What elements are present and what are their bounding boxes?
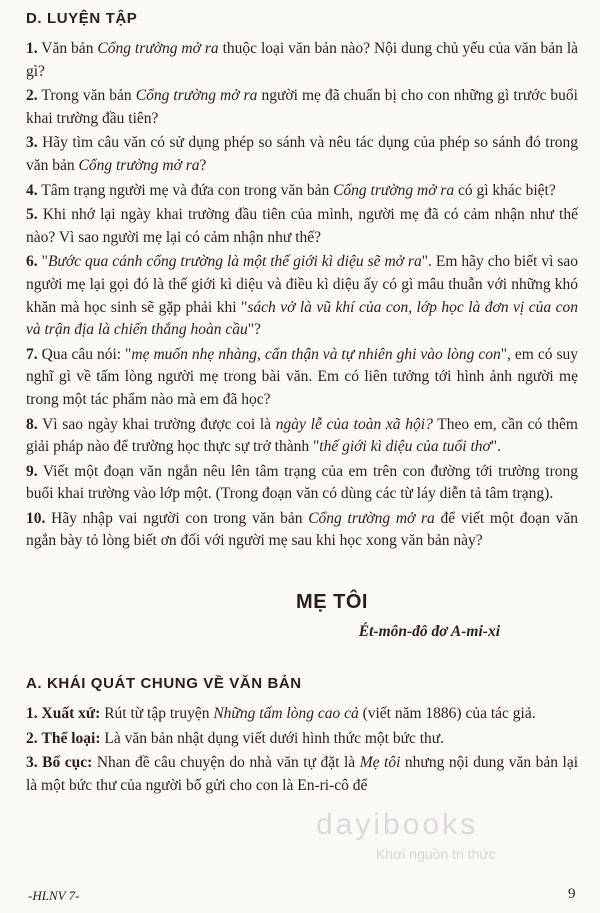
exercise-item-text: ngày lễ của toàn xã hội? — [275, 415, 433, 433]
exercise-item — [26, 508, 578, 553]
book-code: -HLNV 7- — [28, 888, 80, 903]
overview-item-number: 1. — [26, 705, 38, 723]
exercise-item-number: 3. — [26, 134, 38, 152]
exercise-item — [26, 461, 578, 506]
exercise-item-number: 2. — [26, 87, 38, 105]
exercise-item — [26, 344, 578, 412]
exercise-item-text: Khi nhớ lại ngày khai trường đầu tiên của mình, người mẹ đã có cảm nhận như thế nào? Vì sao người mẹ lại có cảm nhận như thế? — [26, 206, 578, 246]
lesson-title: MẸ TÔI — [296, 591, 368, 614]
exercise-item-text: mẹ muốn nhẹ nhàng, cẩn thận và tự nhiên ghi vào lòng con — [131, 345, 501, 363]
exercise-item-text: Viết một đoạn văn ngắn nêu lên tâm trạng của em trên con đường tới trường trong buổi khai trường vào lớp một. (Trong đoạn văn có dùng các từ láy diễn tả tâm trạng). — [26, 462, 578, 503]
exercise-item — [26, 204, 578, 249]
exercise-item-text: ", em có suy nghĩ gì về tấm lòng người mẹ trong bài văn. Em có liên tưởng tới hình ảnh người mẹ trong một tác phẩm nào mà em đã học? — [26, 345, 578, 408]
exercise-item-text: sách vở là vũ khí của con, lớp học là đơn vị của con và trận địa là chiến thắng hoàn cầu — [26, 298, 578, 339]
lesson-author: Ét-môn-đô đơ A-mi-xi — [358, 623, 500, 641]
overview-item-text: nhưng nội dung văn bản lại là một bức thư của người bố gửi cho con là En-ri-cô để — [26, 754, 579, 794]
exercise-item-text: thuộc loại văn bản nào? Nội dung chủ yếu của văn bản là gì? — [26, 40, 579, 80]
exercise-item-text: " — [41, 253, 48, 271]
exercise-item-number: 9. — [26, 462, 38, 480]
overview-item-text: Mẹ tôi — [359, 754, 401, 772]
watermark-logo: dayibooks — [316, 808, 479, 841]
exercise-item-text: Hãy tìm câu văn có sử dụng phép so sánh và nêu tác dụng của phép so sánh đó trong văn bản — [26, 134, 578, 174]
exercise-item — [26, 414, 578, 459]
exercise-item — [26, 38, 578, 83]
exercise-item-text: Qua câu nói: " — [41, 345, 132, 363]
section-a-heading: A. KHÁI QUÁT CHUNG VỀ VĂN BẢN — [26, 675, 302, 693]
exercise-item-text: ". Em hãy cho biết vì sao người mẹ lại gọi đó là thế giới kì diệu và điều kì diệu ấy có gì mâu thuẫn với những khó khăn mà học sinh sẽ gặp phải khi " — [26, 253, 579, 316]
exercise-item-text: ? — [199, 156, 207, 174]
overview-item — [26, 703, 578, 726]
overview-item-text: Xuất xứ: — [41, 705, 101, 723]
overview-item-text: Những tấm lòng cao cả — [213, 705, 359, 723]
overview-item-text: Bố cục: — [42, 754, 93, 772]
exercise-item — [26, 251, 578, 341]
overview-item — [26, 728, 578, 751]
exercise-item-text: Cổng trường mở ra — [135, 87, 258, 105]
exercise-item-number: 7. — [26, 345, 38, 363]
page-number: 9 — [568, 886, 576, 902]
watermark-tagline: Khơi nguồn tri thức — [376, 846, 496, 862]
overview-item-text: (viết năm 1886) của tác giả. — [358, 705, 536, 723]
exercise-item-text: thế giới kì diệu của tuổi thơ — [319, 438, 491, 456]
exercise-item-text: có gì khác biệt? — [454, 181, 556, 199]
exercise-item-text: người mẹ đã chuẩn bị cho con những gì trước buổi khai trường đầu tiên? — [26, 87, 578, 127]
exercise-list — [26, 38, 578, 553]
exercise-item-text: Hãy nhập vai người con trong văn bản — [51, 509, 309, 527]
exercise-item-text: Theo em, cần có thêm giải pháp nào để trường học thực sự trở thành " — [26, 415, 578, 456]
overview-item — [26, 752, 578, 797]
exercise-item-text: Tâm trạng người mẹ và đứa con trong văn bản — [41, 181, 334, 199]
overview-item-number: 3. — [26, 754, 38, 772]
overview-item-text: Là văn bản nhật dụng viết dưới hình thức một bức thư. — [100, 729, 445, 747]
exercise-item-text: Cổng trường mở ra — [333, 181, 455, 199]
exercise-item-text: để viết một đoạn văn ngắn bày tỏ lòng biết ơn đối với người mẹ sau khi học xong văn bản này? — [26, 509, 579, 550]
exercise-item — [26, 85, 578, 130]
exercise-item-number: 8. — [26, 415, 38, 433]
exercise-item-text: Bước qua cánh cổng trường là một thế giới kì diệu sẽ mở ra — [47, 253, 422, 271]
exercise-item-text: ". — [490, 438, 501, 456]
exercise-item — [26, 180, 578, 203]
exercise-item-number: 6. — [26, 253, 38, 271]
overview-list — [26, 703, 578, 797]
exercise-item-text: Vì sao ngày khai trường được coi là — [42, 415, 276, 433]
exercise-item — [26, 132, 578, 177]
section-d-heading: D. LUYỆN TẬP — [26, 10, 138, 27]
exercise-item-text: Cổng trường mở ra — [97, 40, 219, 57]
exercise-item-text: "? — [247, 321, 261, 339]
page-content — [26, 8, 578, 799]
exercise-item-text: Trong văn bản — [41, 87, 136, 105]
exercise-item-number: 1. — [26, 40, 38, 57]
exercise-item-text: Cổng trường mở ra — [308, 509, 435, 527]
overview-item-text: Rút từ tập truyện — [100, 705, 214, 723]
exercise-item-number: 4. — [26, 181, 38, 199]
exercise-item-number: 10. — [26, 509, 46, 527]
exercise-item-number: 5. — [26, 206, 38, 224]
overview-item-text: Nhan đề câu chuyện do nhà văn tự đặt là — [92, 754, 360, 772]
overview-item-number: 2. — [26, 729, 38, 747]
overview-item-text: Thể loại: — [41, 729, 101, 747]
exercise-item-text: Văn bản — [41, 40, 98, 57]
exercise-item-text: Cổng trường mở ra — [78, 156, 200, 174]
